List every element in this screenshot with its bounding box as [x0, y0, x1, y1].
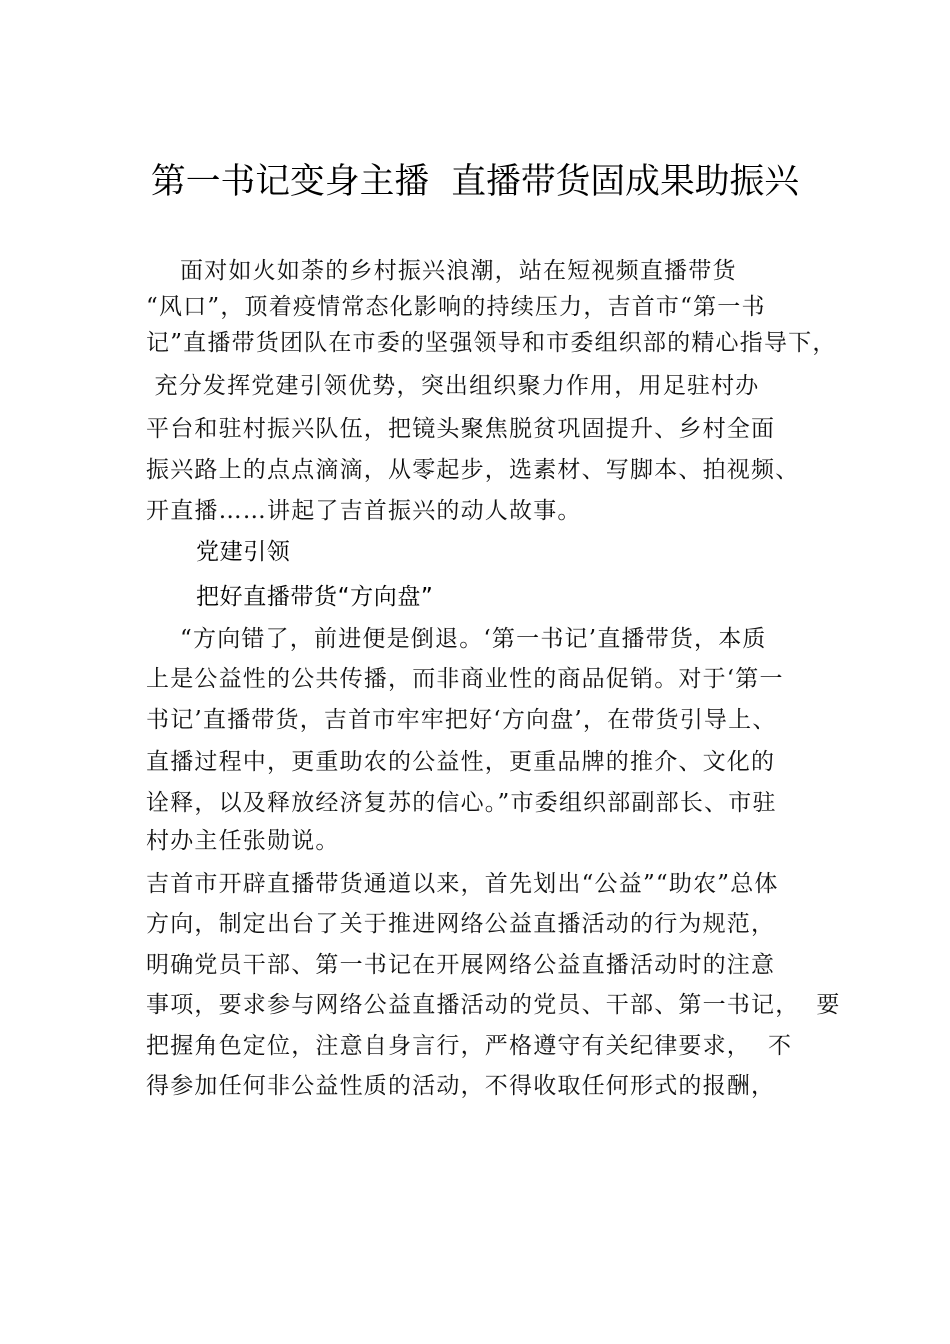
quote-line: 村办主任张勋说。 — [146, 828, 340, 854]
quote-line: 书记’直播带货，吉首市牢牢把好‘方向盘’，在带货引导上、 — [146, 707, 777, 733]
intro-line: 开直播……讲起了吉首振兴的动人故事。 — [146, 498, 582, 524]
intro-line: 平台和驻村振兴队伍，把镜头聚焦脱贫巩固提升、乡村全面 — [146, 416, 776, 442]
quote-line: 上是公益性的公共传播，而非商业性的商品促销。对于‘第一 — [146, 666, 784, 692]
body-line: 得参加任何非公益性质的活动，不得收取任何形式的报酬， — [146, 1073, 776, 1099]
intro-line: “风口”，顶着疫情常态化影响的持续压力，吉首市“第一书 — [146, 294, 766, 320]
intro-line: 充分发挥党建引领优势，突出组织聚力作用，用足驻村办 — [146, 373, 760, 399]
quote-line: 直播过程中，更重助农的公益性，更重品牌的推介、文化的 — [146, 749, 776, 775]
body-line: 明确党员干部、第一书记在开展网络公益直播活动时的注意 — [146, 952, 776, 978]
quote-line: 诠释，以及释放经济复苏的信心。”市委组织部副部长、市驻 — [146, 790, 777, 816]
intro-line: 面对如火如荼的乡村振兴浪潮，站在短视频直播带货 — [146, 258, 737, 284]
body-line: 方向，制定出台了关于推进网络公益直播活动的行为规范， — [146, 911, 776, 937]
intro-line: 记”直播带货团队在市委的坚强领导和市委组织部的精心指导下， — [146, 330, 837, 356]
body-line: 吉首市开辟直播带货通道以来，首先划出“公益”“助农”总体 — [146, 871, 779, 897]
section-heading: 把好直播带货“方向盘” — [196, 584, 434, 610]
body-line: 事项，要求参与网络公益直播活动的党员、干部、第一书记， 要 — [146, 992, 841, 1018]
document-title: 第一书记变身主播 直播带货固成果助振兴 — [150, 162, 800, 202]
section-heading: 党建引领 — [196, 539, 291, 565]
intro-line: 振兴路上的点点滴滴，从零起步，选素材、写脚本、拍视频、 — [146, 457, 800, 483]
body-line: 把握角色定位，注意自身言行，严格遵守有关纪律要求， 不 — [146, 1033, 793, 1059]
quote-line: “方向错了，前进便是倒退。‘第一书记’直播带货，本质 — [146, 626, 767, 652]
